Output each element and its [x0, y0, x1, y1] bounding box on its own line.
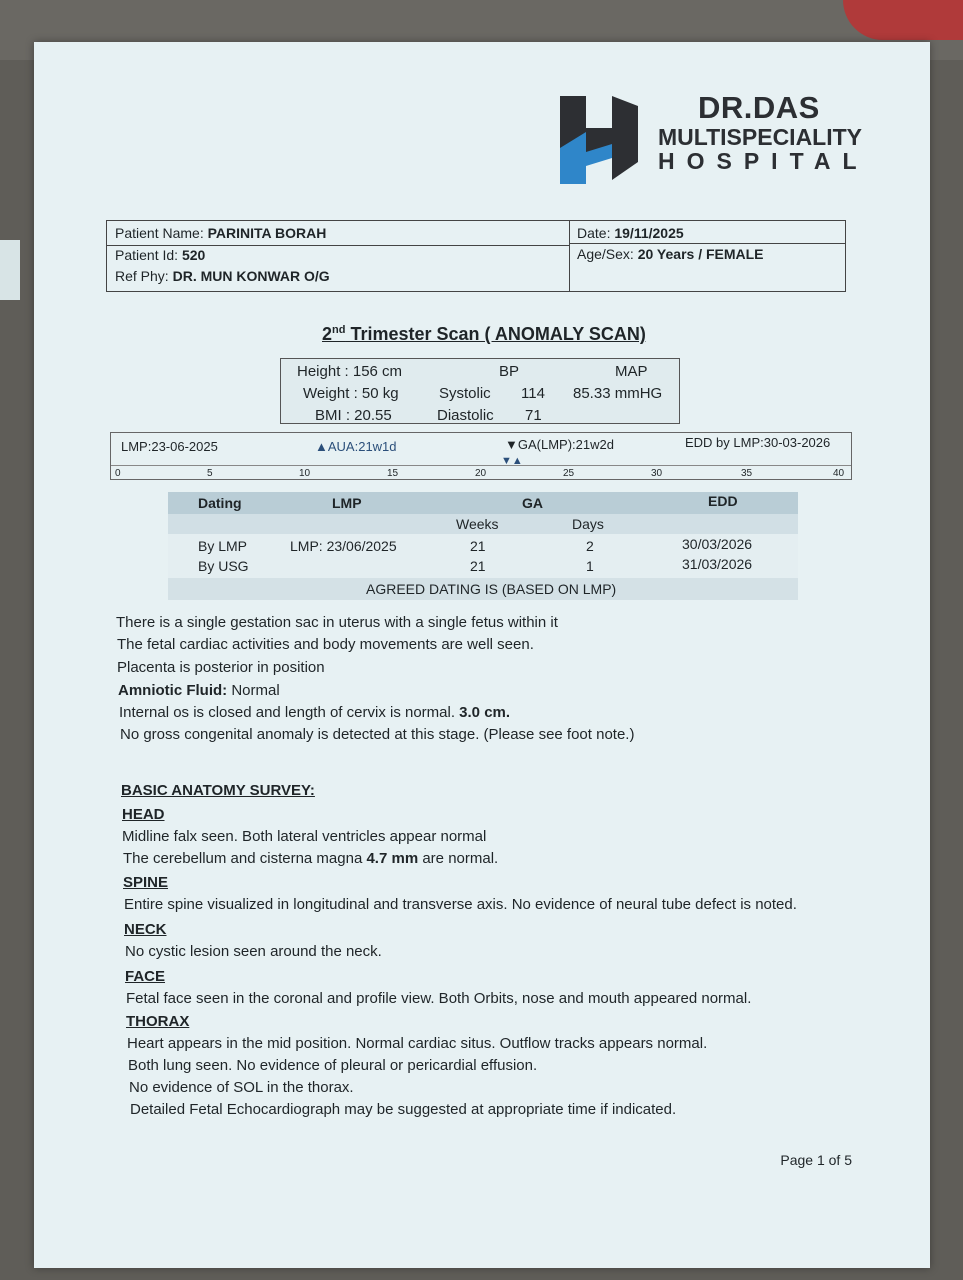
- cervix-line: [119, 704, 510, 721]
- amniotic-value: Normal: [231, 682, 280, 699]
- systolic-label: Systolic: [439, 385, 491, 402]
- scale-tick: 25: [563, 468, 575, 479]
- age-sex-label: Age/Sex:: [577, 246, 634, 262]
- title-suffix: nd: [332, 324, 346, 336]
- weight: Weight : 50 kg: [303, 385, 399, 402]
- finding-line: No gross congenital anomaly is detected at this stage. (Please see foot note.): [120, 726, 635, 743]
- finding-line: Placenta is posterior in position: [117, 659, 325, 676]
- amniotic-label: Amniotic Fluid:: [118, 682, 228, 699]
- patient-id-label: Patient Id:: [115, 247, 179, 263]
- patient-name-label: Patient Name:: [115, 225, 204, 241]
- header-dating: Dating: [198, 495, 242, 511]
- neck-line: No cystic lesion seen around the neck.: [125, 943, 382, 960]
- row-days: 2: [586, 538, 594, 554]
- patient-name-row: [115, 225, 326, 241]
- row-days: 1: [586, 558, 594, 574]
- date-row: [577, 225, 684, 241]
- bmi: BMI : 20.55: [315, 407, 392, 424]
- amniotic-fluid-line: [118, 682, 280, 699]
- header-ga: GA: [522, 495, 543, 511]
- brand-name: DR.DAS: [698, 90, 820, 125]
- spine-heading: SPINE: [123, 874, 169, 891]
- title-text: Trimester Scan ( ANOMALY SCAN): [350, 324, 646, 344]
- header-weeks: Weeks: [456, 516, 499, 532]
- dating-table: [168, 492, 798, 602]
- face-line: Fetal face seen in the coronal and profile view. Both Orbits, nose and mouth appeared normal.: [126, 990, 752, 1007]
- row-edd: 30/03/2026: [682, 536, 753, 552]
- dating-data-rows: [168, 534, 798, 579]
- scale-tick: 30: [651, 468, 663, 479]
- aua-value: ▲AUA:21w1d: [315, 439, 397, 454]
- report-page: [34, 42, 930, 1268]
- ref-phy-label: Ref Phy:: [115, 268, 169, 284]
- map-label: MAP: [615, 363, 648, 380]
- background-object: [843, 0, 963, 40]
- row-label: By USG: [198, 558, 249, 574]
- row-label: By LMP: [198, 538, 248, 554]
- thorax-heading: THORAX: [126, 1013, 190, 1030]
- ga-marker-icon: ▼▲: [501, 455, 523, 467]
- spine-line: Entire spine visualized in longitudinal and transverse axis. No evidence of neural tube defect is noted.: [124, 896, 797, 913]
- diastolic-label: Diastolic: [437, 407, 494, 424]
- report-date: 19/11/2025: [614, 225, 684, 241]
- row-lmp: LMP: 23/06/2025: [290, 538, 397, 554]
- patient-name: PARINITA BORAH: [207, 225, 327, 241]
- scale-tick: 35: [741, 468, 753, 479]
- header-edd: EDD: [708, 493, 738, 509]
- finding-line: There is a single gestation sac in uterus with a single fetus within it: [116, 614, 558, 631]
- cerebellum-text-end: are normal.: [422, 850, 499, 867]
- ref-phy-row: [115, 268, 330, 284]
- ga-lmp-value: ▼GA(LMP):21w2d: [505, 437, 614, 452]
- brand-subtitle: MULTISPECIALITY: [658, 124, 863, 150]
- thorax-line: Heart appears in the mid position. Normal cardiac situs. Outflow tracks appears normal.: [127, 1035, 708, 1052]
- agreed-dating: AGREED DATING IS (BASED ON LMP): [366, 581, 617, 597]
- height: Height : 156 cm: [297, 363, 403, 380]
- title-ordinal: 2: [322, 324, 333, 344]
- scale-tick: 40: [833, 468, 845, 479]
- thorax-line: No evidence of SOL in the thorax.: [129, 1079, 354, 1096]
- dating-subheader-row: [168, 514, 798, 534]
- background-paper-edge: [0, 240, 20, 300]
- systolic-value: 114: [521, 385, 545, 402]
- patient-id-row: [115, 247, 205, 263]
- scale-tick: 0: [115, 468, 121, 479]
- ref-phy: DR. MUN KONWAR O/G: [172, 268, 330, 284]
- page-number: Page 1 of 5: [780, 1152, 852, 1168]
- cisterna-magna-size: 4.7 mm: [366, 850, 419, 867]
- date-label: Date:: [577, 225, 611, 241]
- agreed-dating-row: [168, 578, 798, 600]
- head-line: Midline falx seen. Both lateral ventricles appear normal: [122, 828, 487, 845]
- report-title: [322, 324, 646, 345]
- patient-id: 520: [181, 247, 206, 263]
- gestation-scale: [111, 465, 851, 480]
- hospital-logo-icon: [556, 92, 642, 184]
- edd-by-lmp: EDD by LMP:30-03-2026: [685, 435, 831, 450]
- age-sex-row: [577, 246, 764, 262]
- head-heading: HEAD: [122, 806, 165, 823]
- scale-tick: 5: [207, 468, 213, 479]
- vitals-box: [280, 358, 680, 424]
- scale-tick: 15: [387, 468, 399, 479]
- finding-line: The fetal cardiac activities and body movements are well seen.: [117, 636, 534, 653]
- scale-tick: 10: [299, 468, 311, 479]
- row-edd: 31/03/2026: [682, 556, 753, 572]
- bp-label: BP: [499, 363, 520, 380]
- head-line-2: [123, 850, 498, 867]
- gestation-bar: [110, 432, 852, 480]
- thorax-line: Detailed Fetal Echocardiograph may be suggested at appropriate time if indicated.: [130, 1101, 677, 1118]
- neck-heading: NECK: [124, 921, 167, 938]
- diastolic-value: 71: [525, 407, 542, 424]
- face-heading: FACE: [125, 968, 166, 985]
- scale-tick: 20: [475, 468, 487, 479]
- header-lmp: LMP: [332, 495, 362, 511]
- cervix-length: 3.0 cm.: [459, 704, 511, 721]
- patient-info-table: [106, 220, 846, 292]
- row-weeks: 21: [470, 538, 486, 554]
- brand-hospital: HOSPITAL: [658, 148, 869, 174]
- cervix-text: Internal os is closed and length of cervix is normal.: [119, 704, 455, 721]
- age-sex: 20 Years / FEMALE: [637, 246, 764, 262]
- cerebellum-text: The cerebellum and cisterna magna: [123, 850, 363, 867]
- lmp-date: LMP:23-06-2025: [121, 439, 218, 454]
- dating-header-row: [168, 492, 798, 514]
- anatomy-survey-heading: BASIC ANATOMY SURVEY:: [121, 782, 315, 799]
- row-weeks: 21: [470, 558, 486, 574]
- thorax-line: Both lung seen. No evidence of pleural or pericardial effusion.: [128, 1057, 538, 1074]
- header-days: Days: [572, 516, 604, 532]
- map-value: 85.33 mmHG: [573, 385, 663, 402]
